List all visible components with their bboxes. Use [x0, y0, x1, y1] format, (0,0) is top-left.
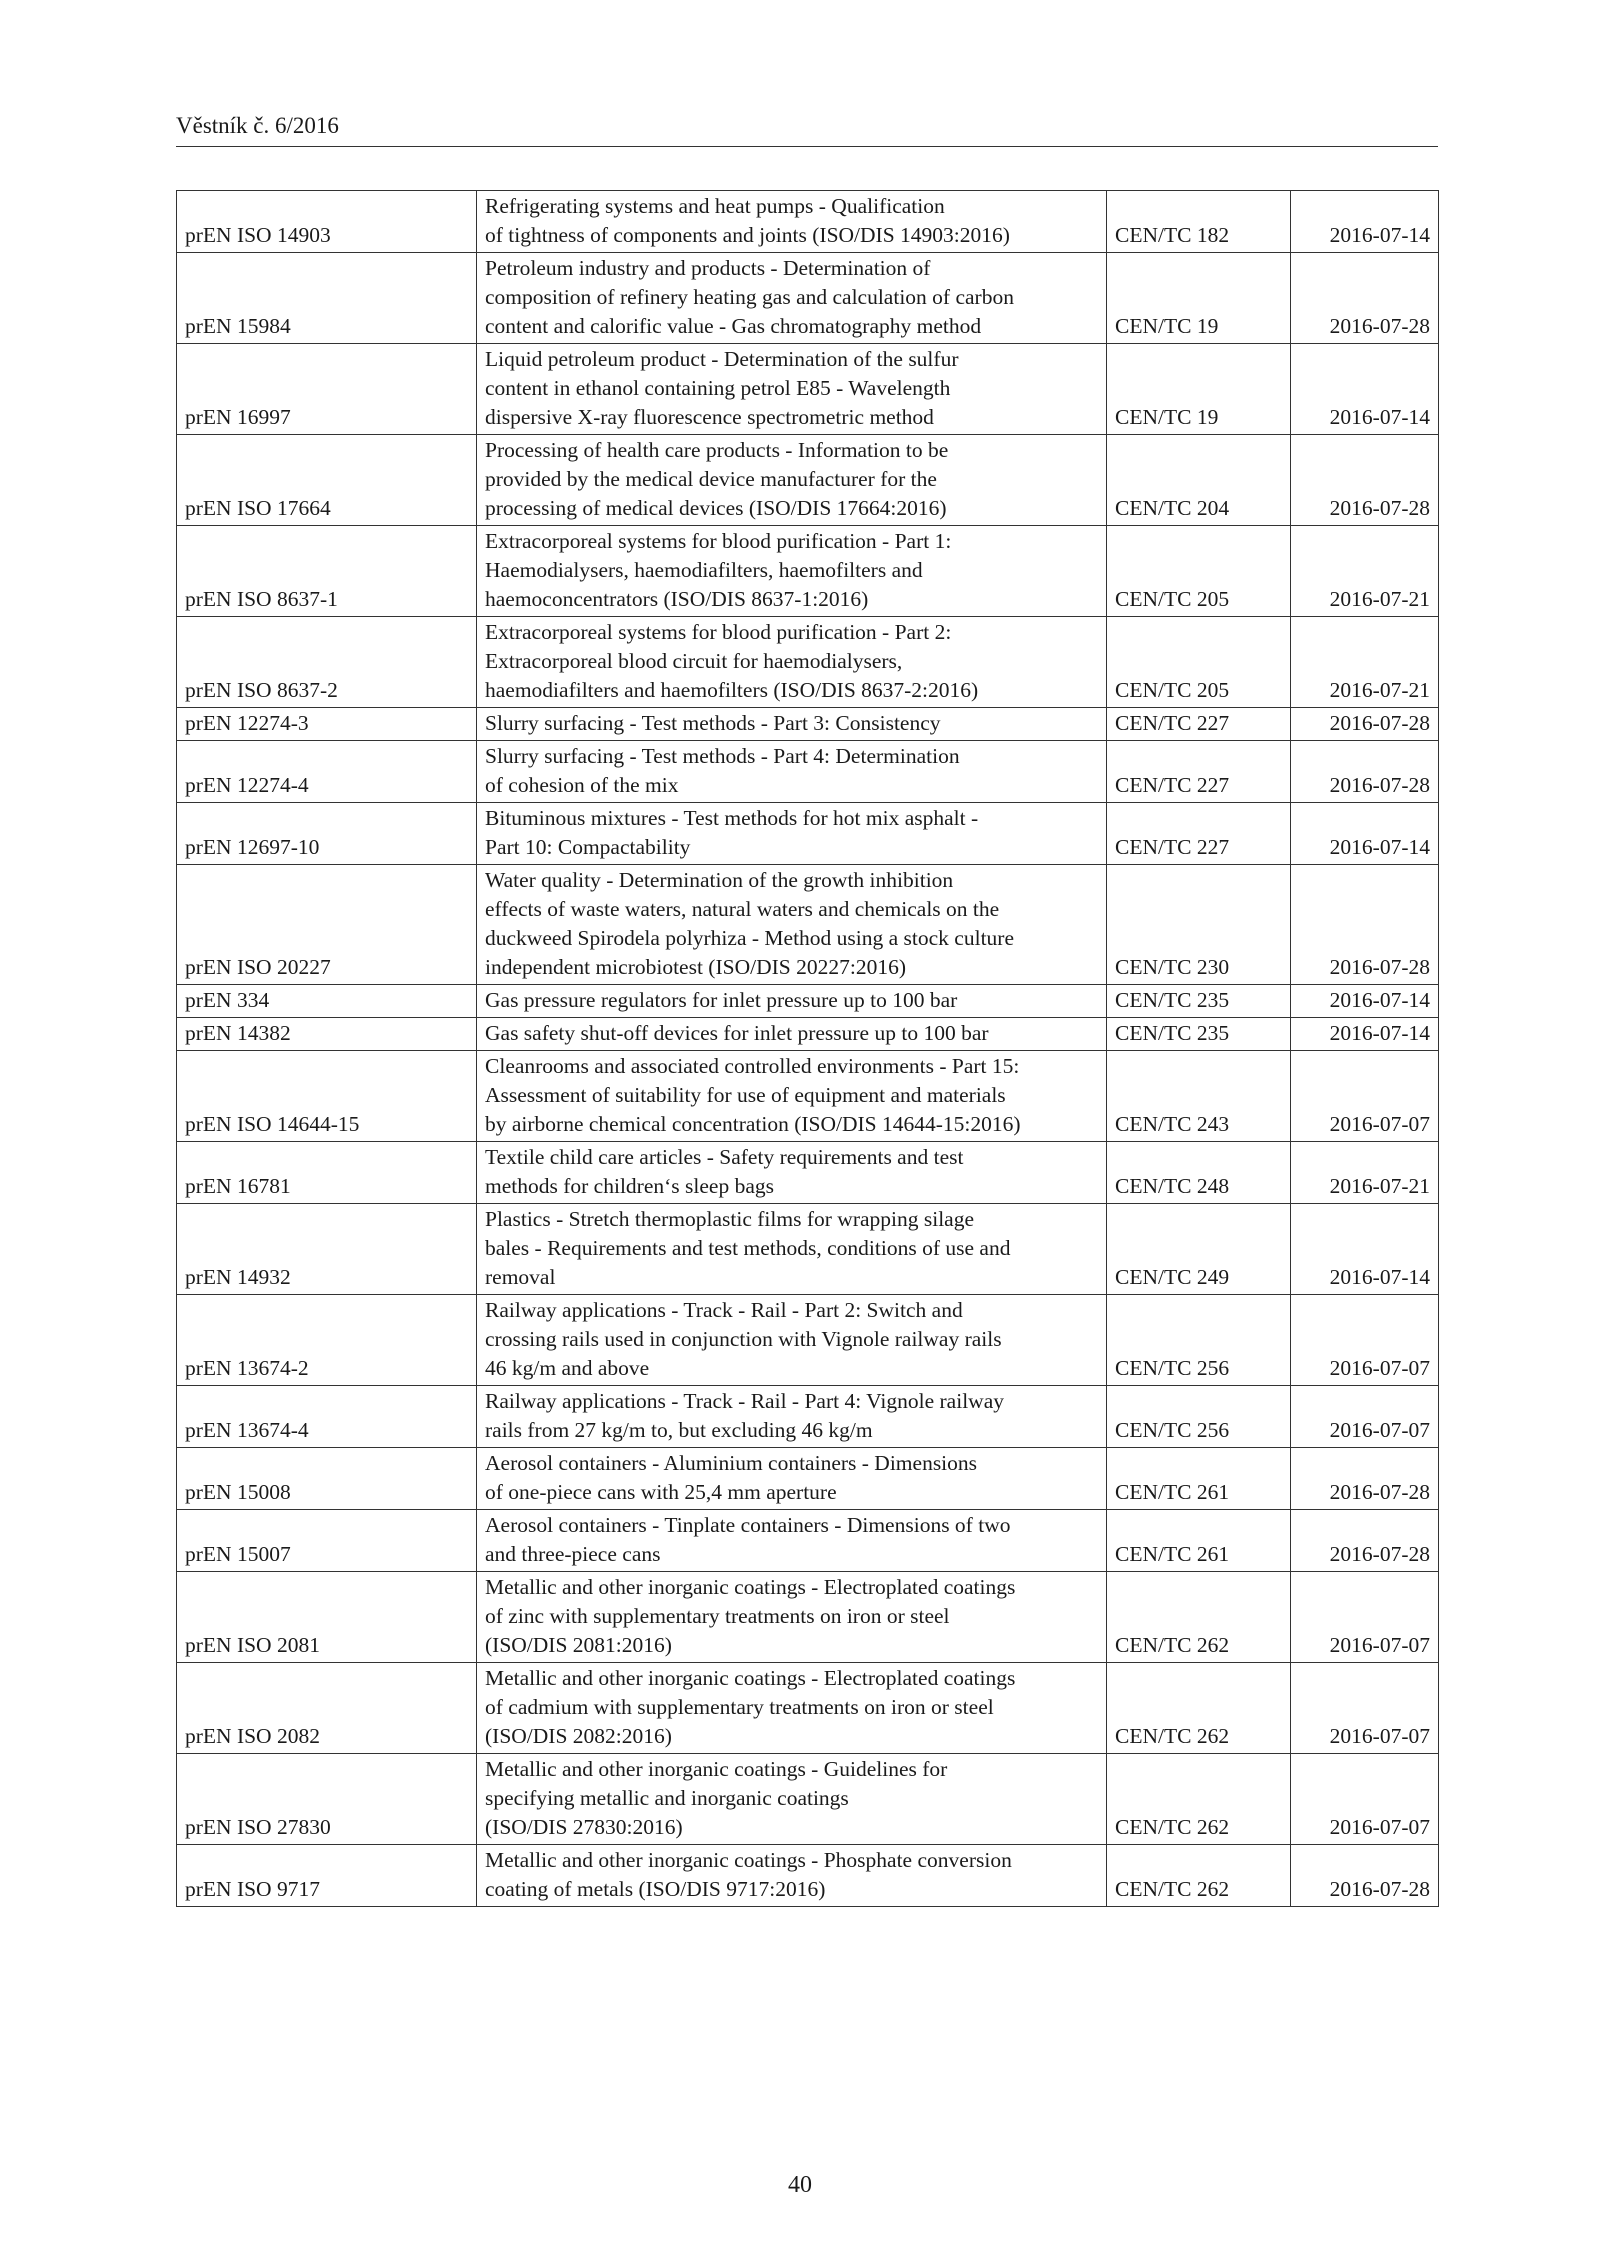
standard-code: prEN ISO 14903: [177, 191, 477, 253]
standard-title: Textile child care articles - Safety requirements and test methods for children‘s sleep bags: [477, 1142, 1107, 1204]
technical-committee: CEN/TC 204: [1107, 435, 1291, 526]
technical-committee: CEN/TC 19: [1107, 344, 1291, 435]
table-row: [177, 1572, 1439, 1663]
standard-title: Slurry surfacing - Test methods - Part 3: Consistency: [477, 708, 1107, 741]
standard-title: Extracorporeal systems for blood purification - Part 1: Haemodialysers, haemodiafilters, haemofilters and haemoconcentrators (ISO/DIS 8637-1:2016): [477, 526, 1107, 617]
standard-title: Refrigerating systems and heat pumps - Qualification of tightness of components and joints (ISO/DIS 14903:2016): [477, 191, 1107, 253]
standard-title: Metallic and other inorganic coatings - Phosphate conversion coating of metals (ISO/DIS 9717:2016): [477, 1845, 1107, 1907]
table-row: [177, 1386, 1439, 1448]
standard-code: prEN 16781: [177, 1142, 477, 1204]
deadline-date: 2016-07-21: [1291, 1142, 1439, 1204]
deadline-date: 2016-07-28: [1291, 1510, 1439, 1572]
technical-committee: CEN/TC 262: [1107, 1754, 1291, 1845]
standard-code: prEN ISO 8637-1: [177, 526, 477, 617]
standard-title: Metallic and other inorganic coatings - Electroplated coatings of cadmium with supplementary treatments on iron or steel (ISO/DIS 2082:2016): [477, 1663, 1107, 1754]
standards-table: [176, 190, 1439, 1907]
deadline-date: 2016-07-14: [1291, 191, 1439, 253]
deadline-date: 2016-07-21: [1291, 617, 1439, 708]
table-row: [177, 1510, 1439, 1572]
technical-committee: CEN/TC 227: [1107, 741, 1291, 803]
standard-code: prEN ISO 27830: [177, 1754, 477, 1845]
technical-committee: CEN/TC 235: [1107, 1018, 1291, 1051]
standard-title: Gas safety shut-off devices for inlet pressure up to 100 bar: [477, 1018, 1107, 1051]
technical-committee: CEN/TC 249: [1107, 1204, 1291, 1295]
standard-title: Processing of health care products - Information to be provided by the medical device manufacturer for the processing of medical devices (ISO/DIS 17664:2016): [477, 435, 1107, 526]
table-row: [177, 344, 1439, 435]
standard-code: prEN ISO 9717: [177, 1845, 477, 1907]
standard-code: prEN ISO 14644-15: [177, 1051, 477, 1142]
standard-code: prEN ISO 2082: [177, 1663, 477, 1754]
technical-committee: CEN/TC 205: [1107, 526, 1291, 617]
technical-committee: CEN/TC 235: [1107, 985, 1291, 1018]
deadline-date: 2016-07-14: [1291, 344, 1439, 435]
standard-code: prEN 15984: [177, 253, 477, 344]
standard-code: prEN 15008: [177, 1448, 477, 1510]
journal-title: Věstník č. 6/2016: [176, 113, 339, 138]
standard-code: prEN ISO 17664: [177, 435, 477, 526]
deadline-date: 2016-07-07: [1291, 1386, 1439, 1448]
technical-committee: CEN/TC 248: [1107, 1142, 1291, 1204]
table-row: [177, 741, 1439, 803]
standard-title: Gas pressure regulators for inlet pressure up to 100 bar: [477, 985, 1107, 1018]
standard-title: Petroleum industry and products - Determination of composition of refinery heating gas and calculation of carbon content and calorific value - Gas chromatography method: [477, 253, 1107, 344]
technical-committee: CEN/TC 19: [1107, 253, 1291, 344]
standard-title: Metallic and other inorganic coatings - Electroplated coatings of zinc with supplementary treatments on iron or steel (ISO/DIS 2081:2016): [477, 1572, 1107, 1663]
standard-code: prEN 14932: [177, 1204, 477, 1295]
table-row: [177, 1051, 1439, 1142]
table-row: [177, 191, 1439, 253]
standard-title: Railway applications - Track - Rail - Part 2: Switch and crossing rails used in conjunction with Vignole railway rails 46 kg/m and above: [477, 1295, 1107, 1386]
table-row: [177, 1018, 1439, 1051]
table-row: [177, 1663, 1439, 1754]
table-row: [177, 803, 1439, 865]
standard-code: prEN ISO 8637-2: [177, 617, 477, 708]
standard-title: Water quality - Determination of the growth inhibition effects of waste waters, natural waters and chemicals on the duckweed Spirodela polyrhiza - Method using a stock culture independent microbiotest (ISO/DIS 20227:2016): [477, 865, 1107, 985]
deadline-date: 2016-07-28: [1291, 708, 1439, 741]
standard-code: prEN 14382: [177, 1018, 477, 1051]
table-row: [177, 1204, 1439, 1295]
table-row: [177, 1142, 1439, 1204]
deadline-date: 2016-07-14: [1291, 985, 1439, 1018]
table-row: [177, 865, 1439, 985]
standard-title: Cleanrooms and associated controlled environments - Part 15: Assessment of suitability for use of equipment and materials by airborne chemical concentration (ISO/DIS 14644-15:2016): [477, 1051, 1107, 1142]
standard-code: prEN ISO 20227: [177, 865, 477, 985]
technical-committee: CEN/TC 261: [1107, 1510, 1291, 1572]
technical-committee: CEN/TC 262: [1107, 1572, 1291, 1663]
technical-committee: CEN/TC 262: [1107, 1845, 1291, 1907]
table-row: [177, 708, 1439, 741]
technical-committee: CEN/TC 243: [1107, 1051, 1291, 1142]
standard-code: prEN 12274-3: [177, 708, 477, 741]
standard-code: prEN 12274-4: [177, 741, 477, 803]
standard-code: prEN 15007: [177, 1510, 477, 1572]
standard-code: prEN 13674-4: [177, 1386, 477, 1448]
standards-table-body: [177, 191, 1439, 1907]
standard-title: Slurry surfacing - Test methods - Part 4: Determination of cohesion of the mix: [477, 741, 1107, 803]
deadline-date: 2016-07-14: [1291, 1018, 1439, 1051]
standard-code: prEN ISO 2081: [177, 1572, 477, 1663]
deadline-date: 2016-07-28: [1291, 741, 1439, 803]
table-row: [177, 1448, 1439, 1510]
deadline-date: 2016-07-07: [1291, 1572, 1439, 1663]
technical-committee: CEN/TC 262: [1107, 1663, 1291, 1754]
standard-title: Bituminous mixtures - Test methods for hot mix asphalt - Part 10: Compactability: [477, 803, 1107, 865]
page-number: 40: [788, 2172, 812, 2198]
technical-committee: CEN/TC 230: [1107, 865, 1291, 985]
deadline-date: 2016-07-07: [1291, 1051, 1439, 1142]
standard-code: prEN 13674-2: [177, 1295, 477, 1386]
standard-title: Plastics - Stretch thermoplastic films for wrapping silage bales - Requirements and test methods, conditions of use and removal: [477, 1204, 1107, 1295]
deadline-date: 2016-07-28: [1291, 1845, 1439, 1907]
technical-committee: CEN/TC 227: [1107, 708, 1291, 741]
standard-title: Liquid petroleum product - Determination of the sulfur content in ethanol containing petrol E85 - Wavelength dispersive X-ray fluorescence spectrometric method: [477, 344, 1107, 435]
table-row: [177, 985, 1439, 1018]
table-row: [177, 435, 1439, 526]
deadline-date: 2016-07-21: [1291, 526, 1439, 617]
deadline-date: 2016-07-28: [1291, 435, 1439, 526]
table-row: [177, 253, 1439, 344]
technical-committee: CEN/TC 205: [1107, 617, 1291, 708]
standard-code: prEN 334: [177, 985, 477, 1018]
deadline-date: 2016-07-28: [1291, 865, 1439, 985]
standard-title: Aerosol containers - Aluminium containers - Dimensions of one-piece cans with 25,4 mm aperture: [477, 1448, 1107, 1510]
deadline-date: 2016-07-07: [1291, 1754, 1439, 1845]
deadline-date: 2016-07-14: [1291, 803, 1439, 865]
technical-committee: CEN/TC 256: [1107, 1386, 1291, 1448]
standard-title: Metallic and other inorganic coatings - Guidelines for specifying metallic and inorganic coatings (ISO/DIS 27830:2016): [477, 1754, 1107, 1845]
deadline-date: 2016-07-28: [1291, 253, 1439, 344]
deadline-date: 2016-07-07: [1291, 1663, 1439, 1754]
standard-title: Extracorporeal systems for blood purification - Part 2: Extracorporeal blood circuit for haemodialysers, haemodiafilters and haemofilters (ISO/DIS 8637-2:2016): [477, 617, 1107, 708]
technical-committee: CEN/TC 182: [1107, 191, 1291, 253]
table-row: [177, 1845, 1439, 1907]
table-row: [177, 1295, 1439, 1386]
deadline-date: 2016-07-07: [1291, 1295, 1439, 1386]
technical-committee: CEN/TC 261: [1107, 1448, 1291, 1510]
table-row: [177, 1754, 1439, 1845]
deadline-date: 2016-07-14: [1291, 1204, 1439, 1295]
page-header: [176, 112, 1438, 147]
standard-code: prEN 16997: [177, 344, 477, 435]
standard-title: Aerosol containers - Tinplate containers - Dimensions of two and three-piece cans: [477, 1510, 1107, 1572]
table-row: [177, 526, 1439, 617]
technical-committee: CEN/TC 227: [1107, 803, 1291, 865]
standard-code: prEN 12697-10: [177, 803, 477, 865]
deadline-date: 2016-07-28: [1291, 1448, 1439, 1510]
standard-title: Railway applications - Track - Rail - Part 4: Vignole railway rails from 27 kg/m to, but excluding 46 kg/m: [477, 1386, 1107, 1448]
technical-committee: CEN/TC 256: [1107, 1295, 1291, 1386]
header-divider: [176, 146, 1438, 147]
table-row: [177, 617, 1439, 708]
